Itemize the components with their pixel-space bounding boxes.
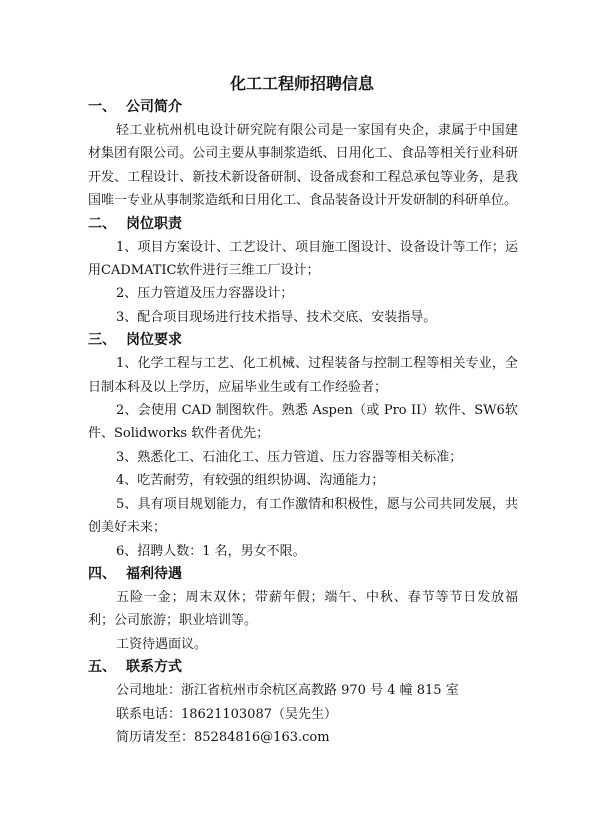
paragraph: 轻工业杭州机电设计研究院有限公司是一家国有央企，隶属于中国建材集团有限公司。公司主要从事制浆造纸、日用化工、食品等相关行业科研开发、工程设计、新技术新设备研制、设备成套和工程总承包等业务，是我国唯一专业从事制浆造纸和日用化工、食品装备设计开发研制的科研单位。: [88, 123, 518, 209]
document-body: [88, 96, 518, 749]
section-benefits: [88, 563, 518, 656]
paragraph: 3、熟悉化工、石油化工、压力管道、压力容器等相关标准；: [116, 449, 463, 465]
paragraph: 五险一金；周末双休；带薪年假；端午、中秋、春节等节日发放福利；公司旅游；职业培训等。: [88, 589, 518, 629]
paragraph: 2、会使用 CAD 制图软件。熟悉 Aspen（或 Pro II）软件、SW6软件、Solidworks 软件者优先；: [88, 403, 518, 442]
section-heading-text: 岗位要求: [126, 332, 182, 349]
section-heading: [88, 96, 518, 119]
paragraph: 5、具有项目规划能力，有工作激情和积极性，愿与公司共同发展，共创美好未来；: [88, 496, 518, 536]
section-heading-text: 联系方式: [126, 659, 182, 676]
paragraph: 6、招聘人数：1 名，男女不限。: [116, 543, 306, 559]
section-number: 二、: [88, 215, 116, 232]
section-number: 五、: [88, 659, 116, 676]
paragraph: 1、项目方案设计、工艺设计、项目施工图设计、设备设计等工作；运用CADMATIC软件进行三维工厂设计；: [88, 239, 518, 279]
section-heading: [88, 656, 518, 679]
section-heading-text: 福利待遇: [126, 565, 182, 582]
section-heading: [88, 563, 518, 586]
section-heading: [88, 213, 518, 236]
paragraph: 2、压力管道及压力容器设计；: [116, 286, 294, 302]
section-company-profile: [88, 96, 518, 213]
section-number: 一、: [88, 99, 116, 115]
section-job-duties: [88, 213, 518, 330]
section-job-requirements: [88, 329, 518, 563]
section-contact: [88, 656, 518, 749]
paragraph: 工资待遇面议。: [116, 636, 208, 652]
paragraph: 3、配合项目现场进行技术指导、技术交底、安装指导。: [116, 309, 437, 325]
section-heading: [88, 329, 518, 352]
section-number: 三、: [88, 332, 116, 349]
contact-email: 简历请发至：85284816@163.com: [116, 729, 330, 745]
paragraph: 4、吃苦耐劳，有较强的组织协调、沟通能力；: [116, 473, 385, 489]
section-heading-text: 公司简介: [126, 99, 182, 115]
contact-address: 公司地址：浙江省杭州市余杭区高教路 970 号 4 幢 815 室: [116, 683, 459, 699]
paragraph: 1、化学工程与工艺、化工机械、过程装备与控制工程等相关专业，全日制本科及以上学历，应届毕业生或有工作经验者；: [88, 356, 518, 395]
contact-phone: 联系电话：18621103087（吴先生）: [116, 706, 337, 722]
section-number: 四、: [88, 565, 116, 582]
page-title: 化工工程师招聘信息: [229, 74, 374, 93]
section-heading-text: 岗位职责: [126, 215, 182, 232]
